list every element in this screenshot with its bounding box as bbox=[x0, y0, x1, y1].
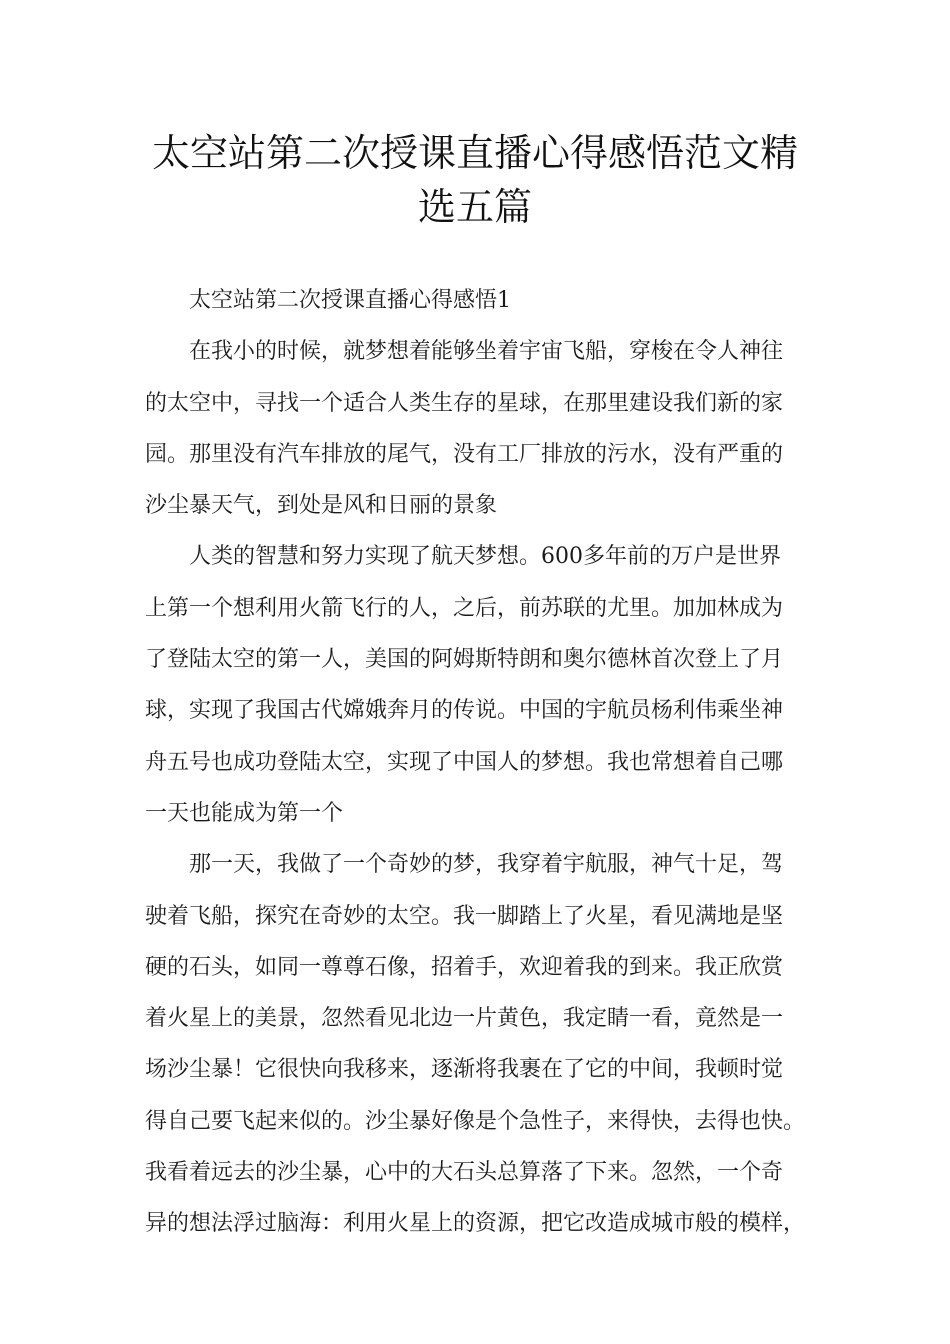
paragraph-line: 场沙尘暴！它很快向我移来，逐渐将我裹在了它的中间，我顿时觉 bbox=[145, 1057, 784, 1083]
title-line: 选五篇 bbox=[417, 185, 532, 229]
paragraph-line: 人类的智慧和努力实现了航天梦想。600多年前的万户是世界 bbox=[189, 544, 781, 570]
paragraph-line: 球，实现了我国古代嫦娥奔月的传说。中国的宇航员杨利伟乘坐神 bbox=[145, 698, 784, 724]
paragraph-line: 的太空中，寻找一个适合人类生存的星球，在那里建设我们新的家 bbox=[145, 390, 784, 416]
paragraph-line: 一天也能成为第一个 bbox=[145, 800, 344, 826]
title-line: 太空站第二次授课直播心得感悟范文精 bbox=[151, 131, 798, 175]
paragraph-line: 得自己要飞起来似的。沙尘暴好像是个急性子，来得快，去得也快。 bbox=[145, 1108, 806, 1134]
paragraph-line: 那一天，我做了一个奇妙的梦，我穿着宇航服，神气十足，驾 bbox=[189, 852, 784, 878]
paragraph-line: 园。那里没有汽车排放的尾气，没有工厂排放的污水，没有严重的 bbox=[145, 441, 784, 467]
paragraph-line: 上第一个想利用火箭飞行的人，之后，前苏联的尤里。加加林成为 bbox=[145, 595, 784, 621]
paragraph-line: 硬的石头，如同一尊尊石像，招着手，欢迎着我的到来。我正欣赏 bbox=[145, 954, 784, 980]
section-subheading: 太空站第二次授课直播心得感悟1 bbox=[189, 288, 511, 313]
paragraph-2 bbox=[145, 531, 825, 839]
paragraph-line: 驶着飞船，探究在奇妙的太空。我一脚踏上了火星，看见满地是坚 bbox=[145, 903, 784, 929]
paragraph-line: 我看着远去的沙尘暴，心中的大石头总算落了下来。忽然，一个奇 bbox=[145, 1160, 784, 1186]
document-title bbox=[140, 126, 810, 234]
paragraph-line: 着火星上的美景，忽然看见北边一片黄色，我定睛一看，竟然是一 bbox=[145, 1006, 784, 1032]
paragraph-3 bbox=[145, 839, 825, 1249]
paragraph-line: 沙尘暴天气，到处是风和日丽的景象 bbox=[145, 493, 498, 519]
paragraph-line: 舟五号也成功登陆太空，实现了中国人的梦想。我也常想着自己哪 bbox=[145, 749, 784, 775]
document-body bbox=[145, 275, 825, 1250]
paragraph-1 bbox=[145, 326, 825, 531]
paragraph-line: 异的想法浮过脑海：利用火星上的资源，把它改造成城市般的模样， bbox=[145, 1211, 806, 1237]
paragraph-line: 了登陆太空的第一人，美国的阿姆斯特朗和奥尔德林首次登上了月 bbox=[145, 647, 784, 673]
paragraph-line: 在我小的时候，就梦想着能够坐着宇宙飞船，穿梭在令人神往 bbox=[189, 339, 784, 365]
